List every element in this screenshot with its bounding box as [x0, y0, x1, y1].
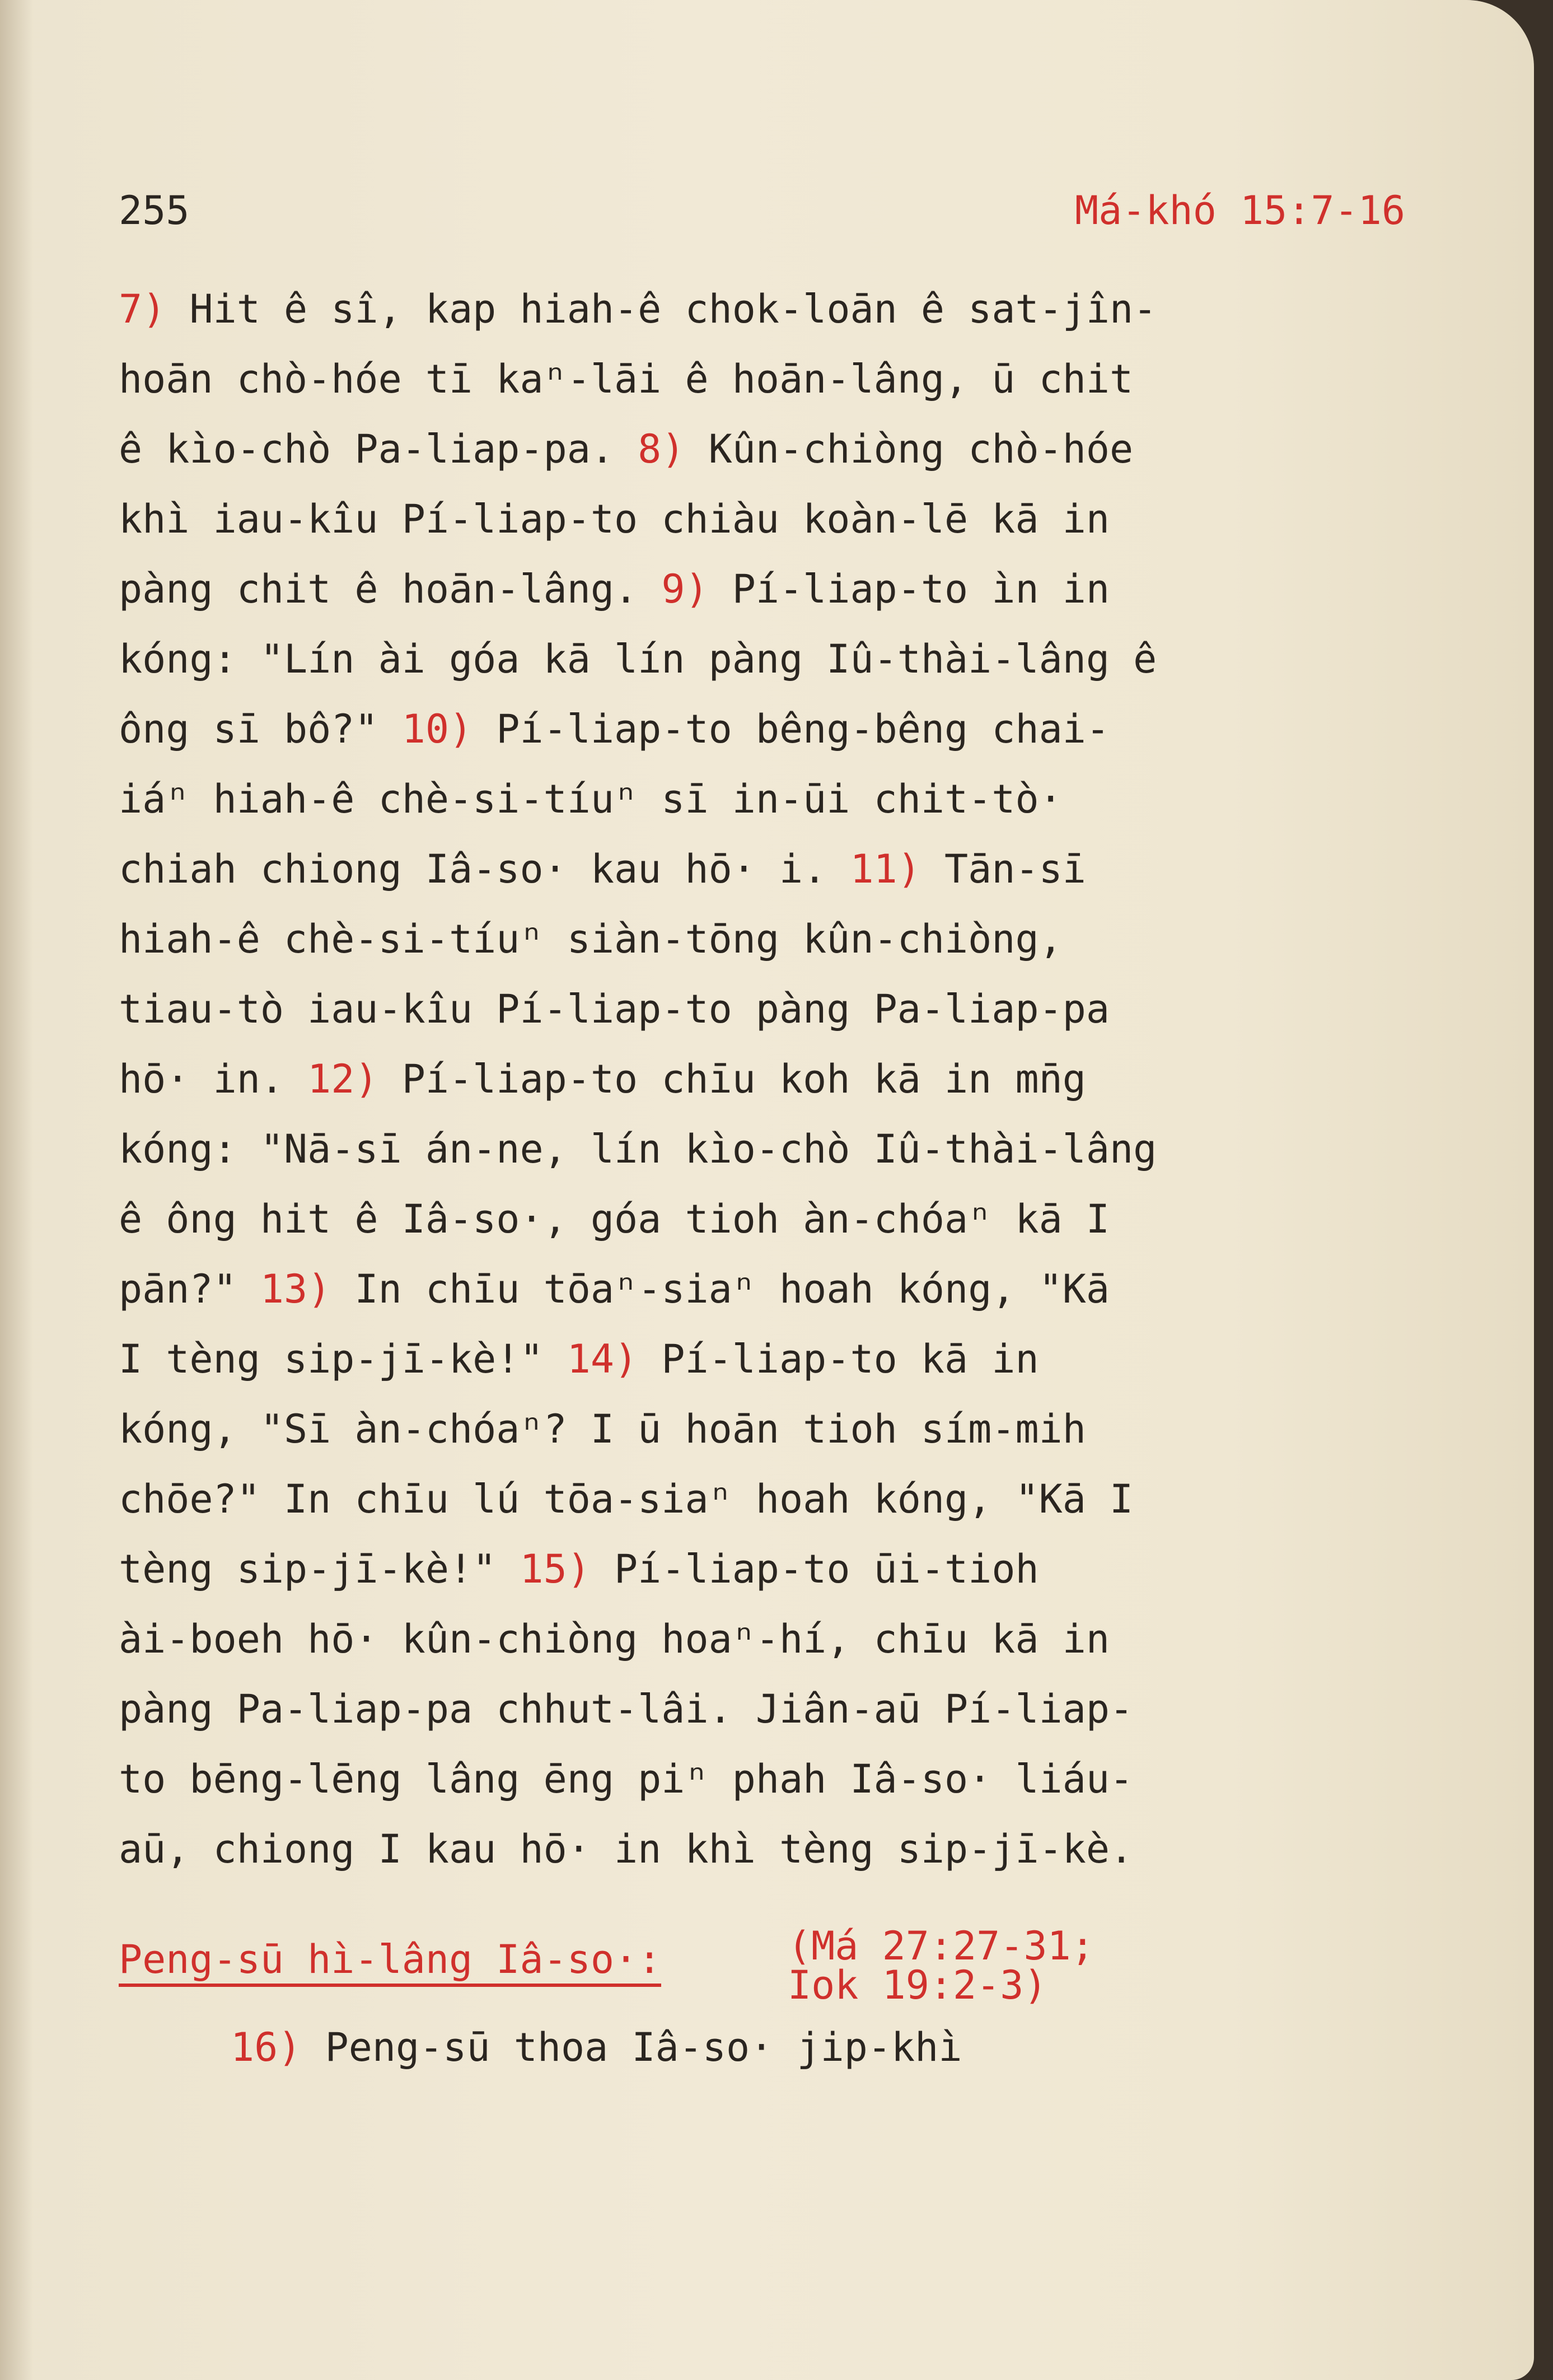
verse-text: pàng Pa-liap-pa chhut-lâi. Jiân-aū Pí-liap-: [119, 1686, 1134, 1732]
verse-number: 14): [567, 1336, 638, 1382]
cross-reference-line: Iok 19:2-3): [788, 1962, 1047, 2008]
verse-text: hoān chò-hóe tī kaⁿ-lāi ê hoān-lâng, ū chit: [119, 356, 1134, 402]
verse-text: Pí-liap-to kā in: [638, 1336, 1039, 1382]
text-line: [119, 1114, 1406, 1184]
text-line: [119, 1324, 1406, 1394]
text-line: [119, 764, 1406, 834]
verse-text: ông sī bô?": [119, 706, 402, 752]
text-line: [119, 414, 1406, 484]
verse-number: 15): [520, 1546, 591, 1592]
text-line: [119, 834, 1406, 904]
page-number: 255: [119, 188, 190, 234]
verse-number: 7): [119, 286, 166, 332]
verse-number: 16): [231, 2024, 302, 2070]
text-line: [119, 1744, 1406, 1814]
verse-text: kóng: "Nā-sī án-ne, lín kìo-chò Iû-thài-lâng: [119, 1126, 1157, 1172]
verse-text: chiah chiong Iâ-so· kau hō· i.: [119, 846, 850, 892]
verse-text: khì iau-kîu Pí-liap-to chiàu koàn-lē kā in: [119, 496, 1110, 542]
verse-text: tiau-tò iau-kîu Pí-liap-to pàng Pa-liap-pa: [119, 986, 1110, 1032]
verse-text: ê kìo-chò Pa-liap-pa.: [119, 426, 638, 472]
text-line: [119, 974, 1406, 1044]
verse-number: 9): [661, 566, 709, 612]
verse-text: aū, chiong I kau hō· in khì tèng sip-jī-kè.: [119, 1826, 1134, 1872]
verse-text: hiah-ê chè-si-tíuⁿ siàn-tōng kûn-chiòng,: [119, 916, 1063, 962]
verse-text: Hit ê sî, kap hiah-ê chok-loān ê sat-jîn-: [166, 286, 1157, 332]
verse-text: ê ông hit ê Iâ-so·, góa tioh àn-chóaⁿ kā I: [119, 1196, 1110, 1242]
verse-text: Pí-liap-to chīu koh kā in mn̄g: [378, 1056, 1086, 1102]
verse-text: Pí-liap-to ìn in: [708, 566, 1110, 612]
verse-number: 12): [307, 1056, 378, 1102]
verse-text: to bēng-lēng lâng ēng piⁿ phah Iâ-so· liáu-: [119, 1756, 1134, 1802]
verse-text: ài-boeh hō· kûn-chiòng hoaⁿ-hí, chīu kā in: [119, 1616, 1110, 1662]
scripture-text: [119, 274, 1406, 1884]
text-line: [119, 1464, 1406, 1534]
running-head: Má-khó 15:7-16: [1074, 188, 1405, 234]
verse-text: Kûn-chiòng chò-hóe: [685, 426, 1134, 472]
verse-text: Pí-liap-to bêng-bêng chai-: [473, 706, 1110, 752]
verse-text: kóng: "Lín ài góa kā lín pàng Iû-thài-lâng ê: [119, 636, 1157, 682]
cross-reference-line: (Má 27:27-31;: [788, 1923, 1094, 1969]
text-line: [119, 484, 1406, 554]
text-line: [119, 1184, 1406, 1254]
text-line: [119, 1604, 1406, 1674]
verse-text: chōe?" In chīu lú tōa-siaⁿ hoah kóng, "Kā I: [119, 1476, 1134, 1522]
section-heading: [119, 1923, 1406, 2022]
verse-text: pàng chit ê hoān-lâng.: [119, 566, 662, 612]
text-line: [119, 1814, 1406, 1884]
page-spine-shadow: [0, 0, 34, 2380]
text-line: [119, 1254, 1406, 1324]
verse-text: I tèng sip-jī-kè!": [119, 1336, 567, 1382]
verse-text: tèng sip-jī-kè!": [119, 1546, 520, 1592]
verse-text: Peng-sū thoa Iâ-so· jip-khì: [301, 2024, 962, 2070]
text-line: [231, 2024, 962, 2070]
verse-number: 13): [260, 1266, 331, 1312]
verse-number: 11): [850, 846, 921, 892]
verse-text: Tān-sī: [920, 846, 1086, 892]
verse-text: pān?": [119, 1266, 260, 1312]
verse-number: 10): [401, 706, 473, 752]
text-line: [119, 1394, 1406, 1464]
text-line: [119, 1044, 1406, 1114]
text-line: [119, 694, 1406, 764]
page-header: [119, 188, 1405, 249]
text-line: [119, 274, 1406, 344]
verse-text: In chīu tōaⁿ-siaⁿ hoah kóng, "Kā: [331, 1266, 1110, 1312]
cross-references: [788, 1923, 1094, 2008]
verse-text: hō· in.: [119, 1056, 308, 1102]
text-line: [119, 904, 1406, 974]
text-line: [119, 554, 1406, 624]
text-line: [119, 624, 1406, 694]
text-line: [119, 1534, 1406, 1604]
verse-text: Pí-liap-to ūi-tioh: [590, 1546, 1039, 1592]
verse-number: 8): [638, 426, 685, 472]
text-line: [119, 1674, 1406, 1744]
section-title: Peng-sū hì-lâng Iâ-so·:: [119, 1936, 661, 1987]
verse-text: kóng, "Sī àn-chóaⁿ? I ū hoān tioh sím-mih: [119, 1406, 1086, 1452]
text-line: [119, 344, 1406, 414]
verse-text: iáⁿ hiah-ê chè-si-tíuⁿ sī in-ūi chit-tò·: [119, 776, 1063, 822]
